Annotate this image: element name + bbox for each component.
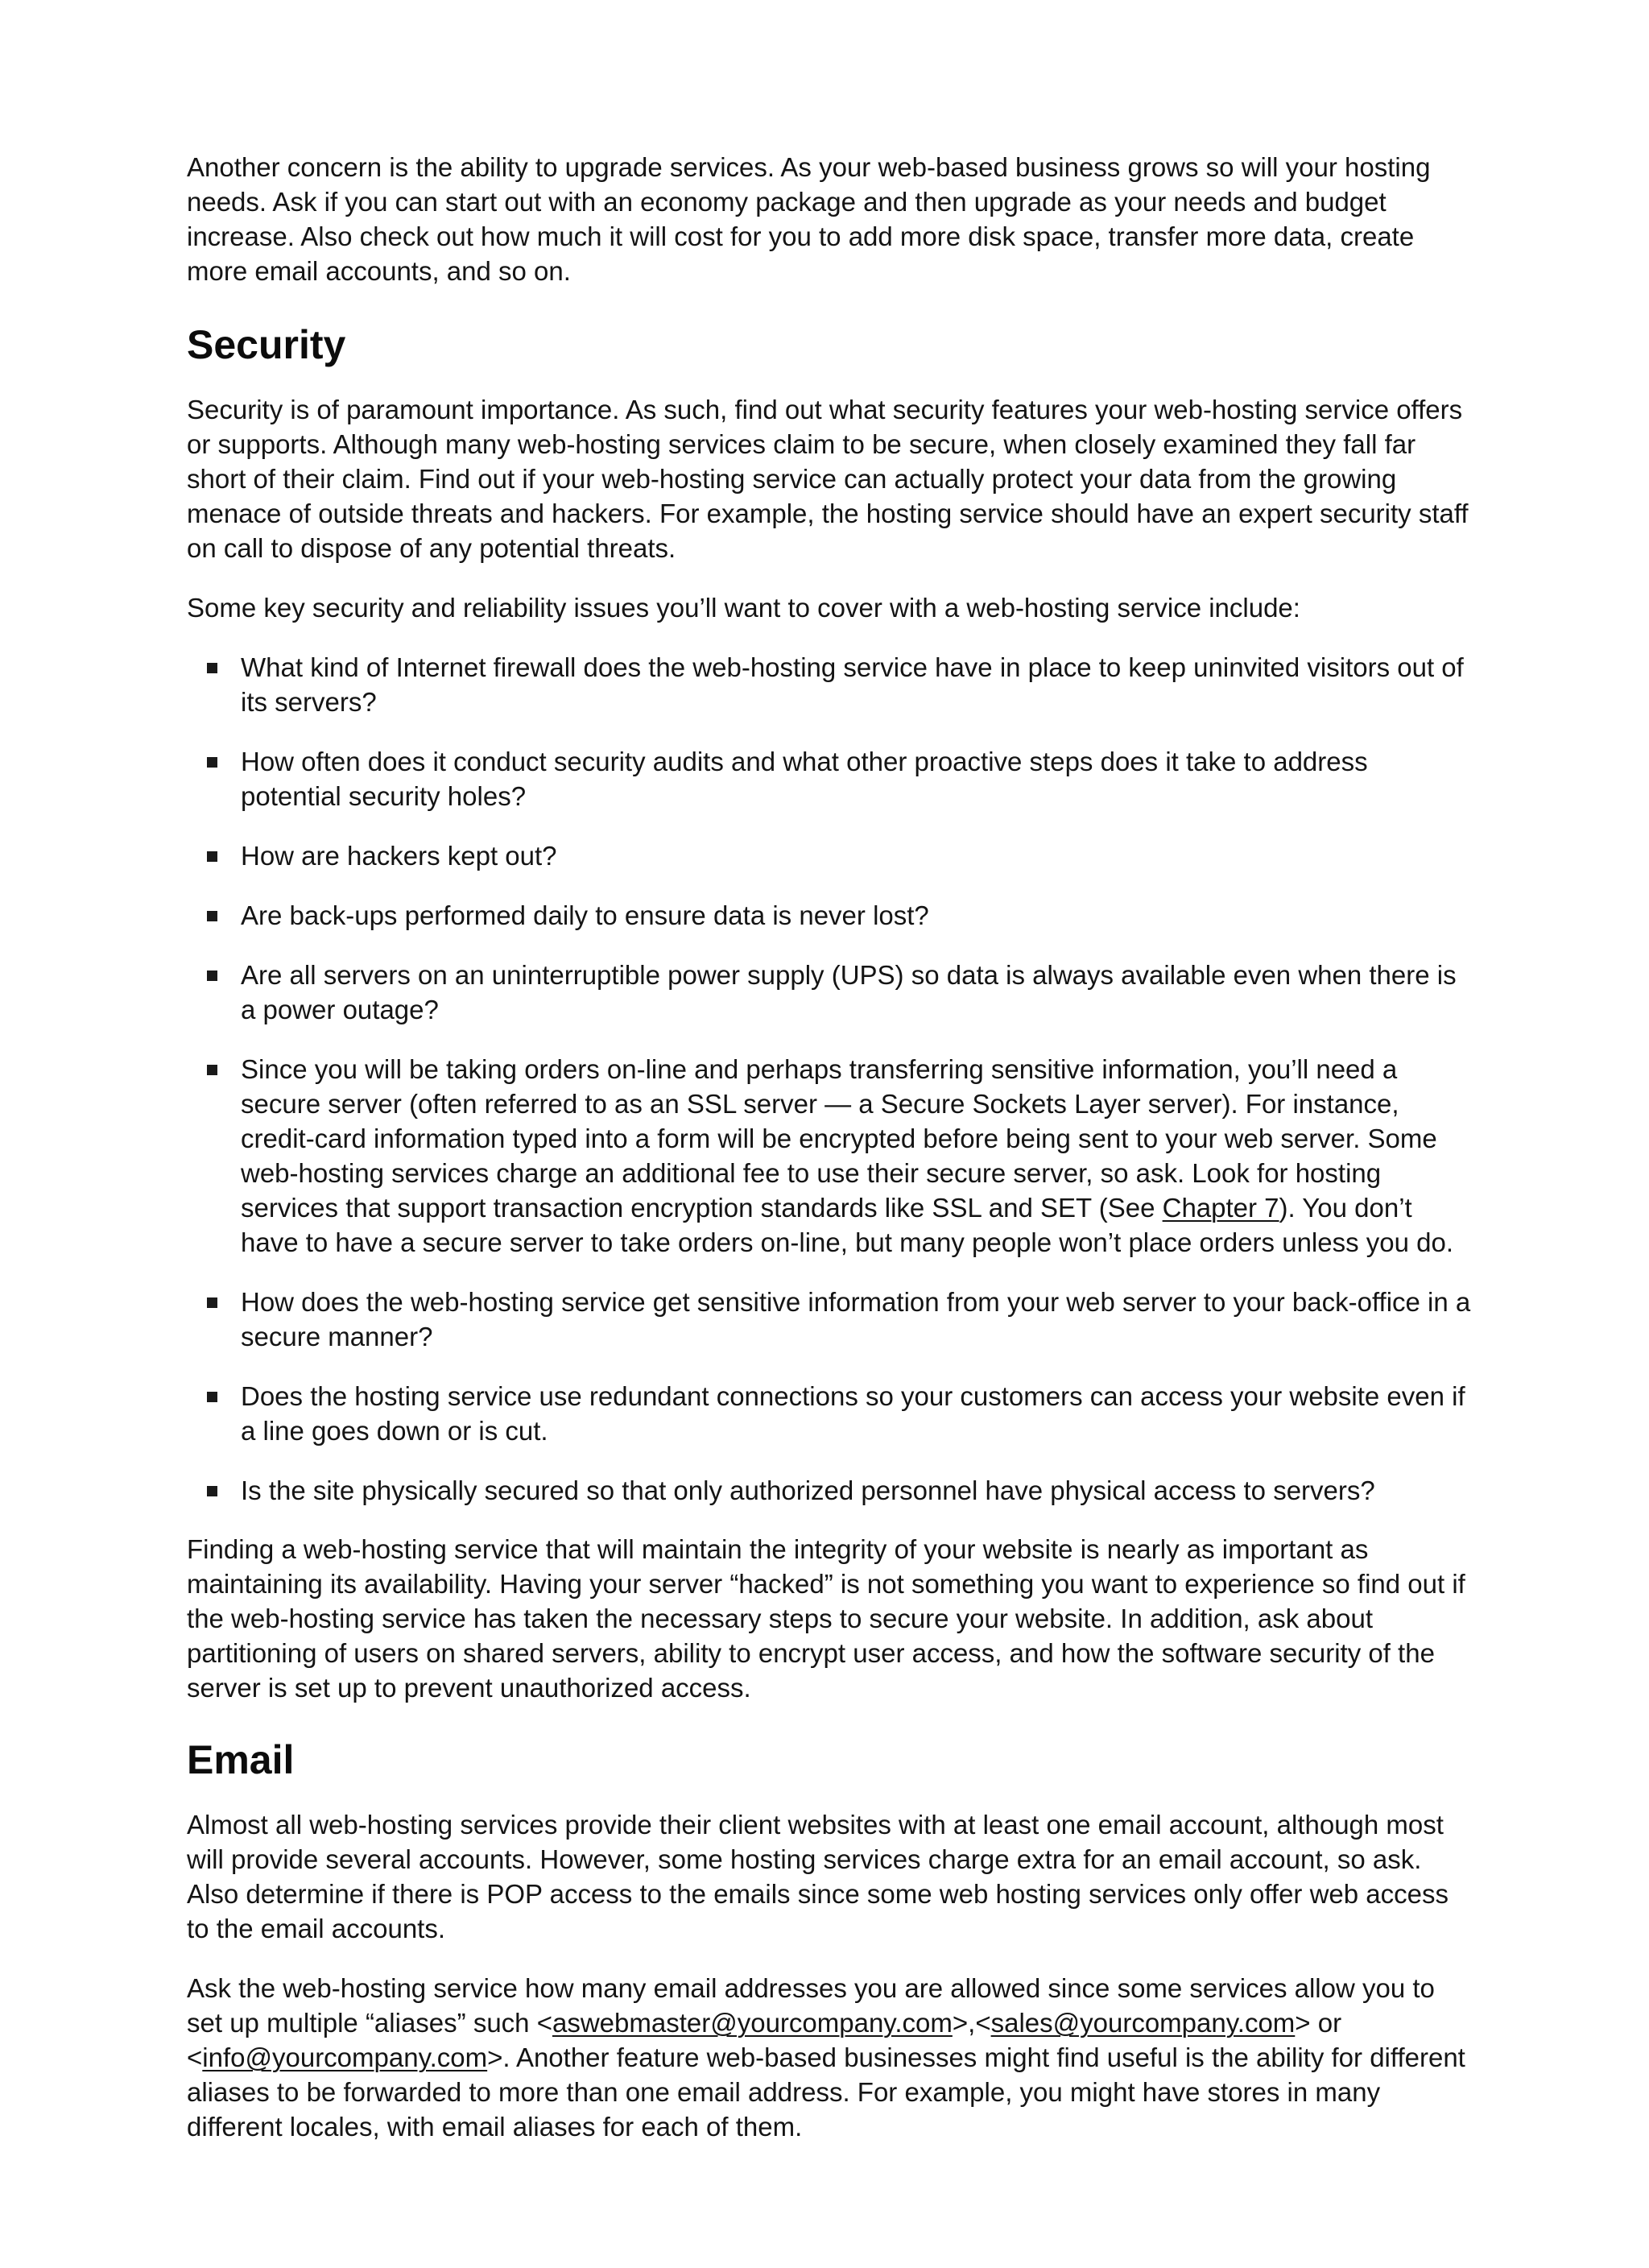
list-item [187,1285,1475,1354]
bullet-square-icon [207,851,217,862]
list-item-text: Are back-ups performed daily to ensure data is never lost? [241,900,929,930]
bullet-square-icon [207,1392,217,1402]
bullet-square-icon [207,1065,217,1075]
email-text-part-1: Ask the web-hosting service how many email addresses you are allowed since some services allow you to set up multiple “aliases” such < [187,1973,1435,2038]
list-item [187,1379,1475,1448]
bullet-square-icon [207,1297,217,1308]
intro-paragraph: Another concern is the ability to upgrade services. As your web-based business grows so will your hosting needs. Ask if you can start out with an economy package and then upgrade as your needs and budget increase. Also check out how much it will cost for you to add more disk space, transfer more data, create more email accounts, and so on. [187,152,1431,286]
security-paragraph-1: Security is of paramount importance. As such, find out what security features your web-hosting service offers or supports. Although many web-hosting services claim to be secure, when closely examined they fall far short of their claim. Find out if your web-hosting service can actually protect your data from the growing menace of outside threats and hackers. For example, the hosting service should have an expert security staff on call to dispose of any potential threats. [187,395,1469,563]
email-text-part-2: >,< [952,2008,991,2038]
list-item-text: Is the site physically secured so that only authorized personnel have physical access to servers? [241,1475,1375,1505]
bullet-square-icon [207,1486,217,1496]
email-paragraph-2 [187,1971,1475,2144]
bullet-square-icon [207,757,217,768]
security-paragraph-2: Some key security and reliability issues you’ll want to cover with a web-hosting service include: [187,593,1300,623]
list-item-ssl [187,1052,1475,1260]
info-email-link[interactable]: info@yourcompany.com [202,2042,488,2072]
ssl-text-after: ). You don’t have to have a secure server to take orders on-line, but many people won’t place orders unless you do. [241,1193,1454,1257]
list-item [187,650,1475,719]
list-item-text: Does the hosting service use redundant connections so your customers can access your website even if a line goes down or is cut. [241,1381,1465,1446]
list-item-text: How often does it conduct security audits and what other proactive steps does it take to address potential security holes? [241,747,1368,811]
list-item [187,838,1475,873]
list-item [187,898,1475,933]
list-item-text: How are hackers kept out? [241,841,557,871]
document-page [187,150,1475,2169]
list-item [187,958,1475,1027]
list-item [187,744,1475,813]
webmaster-email-link[interactable]: aswebmaster@yourcompany.com [552,2008,953,2038]
security-paragraph-3: Finding a web-hosting service that will maintain the integrity of your website is nearly as important as maintaining its availability. Having your server “hacked” is not something you want to experience so find out if the web-hosting service has taken the necessary steps to secure your website. In addition, ask about partitioning of users on shared servers, ability to encrypt user access, and how the software security of the server is set up to prevent unauthorized access. [187,1534,1465,1703]
security-checklist [187,650,1475,1508]
security-heading: Security [187,322,346,367]
list-item-text: Are all servers on an uninterruptible power supply (UPS) so data is always available even when there is a power outage? [241,960,1457,1024]
bullet-square-icon [207,911,217,921]
chapter-7-link[interactable]: Chapter 7 [1162,1193,1279,1223]
list-item [187,1473,1475,1508]
list-item-text: What kind of Internet firewall does the web-hosting service have in place to keep uninvited visitors out of its servers? [241,652,1464,717]
email-text-part-4: >. Another feature web-based businesses might find useful is the ability for different aliases to be forwarded to more than one email address. For example, you might have stores in many different locales, with email aliases for each of them. [187,2042,1465,2142]
ssl-text-before: Since you will be taking orders on-line and perhaps transferring sensitive information, you’ll need a secure server (often referred to as an SSL server — a Secure Sockets Layer server). For instance, credit-card information typed into a form will be encrypted before being sent to your web server. Some web-hosting services charge an additional fee to use their secure server, so ask. Look for hosting services that support transaction encryption standards like SSL and SET (See [241,1054,1437,1223]
sales-email-link[interactable]: sales@yourcompany.com [990,2008,1296,2038]
email-heading: Email [187,1737,295,1782]
email-paragraph-1: Almost all web-hosting services provide their client websites with at least one email account, although most will provide several accounts. However, some hosting services charge extra for an email account, so ask. Also determine if there is POP access to the emails since some web hosting services only offer web access to the email accounts. [187,1810,1449,1943]
bullet-square-icon [207,971,217,981]
bullet-square-icon [207,663,217,673]
list-item-text: How does the web-hosting service get sensitive information from your web server to your back-office in a secure manner? [241,1287,1471,1351]
email-text-part-3: > or < [187,2008,1342,2072]
